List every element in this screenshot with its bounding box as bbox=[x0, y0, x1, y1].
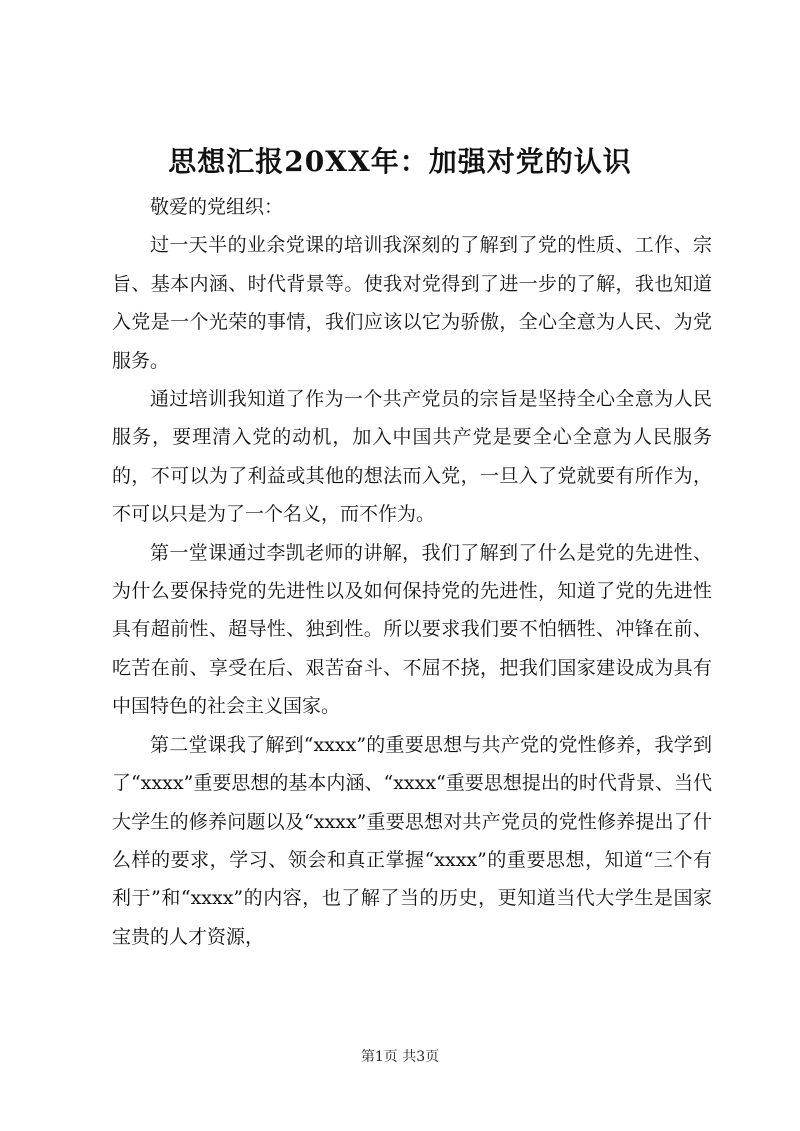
document-body bbox=[112, 188, 712, 956]
page-number-footer: 第1页 共3页 bbox=[360, 1049, 440, 1065]
document-title: 思想汇报20XX年：加强对党的认识 bbox=[168, 145, 632, 178]
salutation: 敬爱的党组织： bbox=[150, 196, 284, 218]
paragraph-3: 第一堂课通过李凯老师的讲解，我们了解到了什么是党的先进性、为什么要保持党的先进性以及如何保持党的先进性，知道了党的先进性具有超前性、超导性、独到性。所以要求我们要不怕牺牲、冲锋在前、吃苦在前、享受在后、艰苦奋斗、不屈不挠，把我们国家建设成为具有中国特色的社会主义国家。 bbox=[112, 541, 712, 718]
paragraph-4: 第二堂课我了解到“xxxx”的重要思想与共产党的党性修养，我学到了“xxxx”重要思想的基本内涵、“xxxx“重要思想提出的时代背景、当代大学生的修养问题以及“xxxx”重要思想对共产党员的党性修养提出了什么样的要求，学习、领会和真正掌握“xxxx”的重要思想，知道“三个有利于”和“xxxx”的内容，也了解了当的历史，更知道当代大学生是国家宝贵的人才资源， bbox=[112, 733, 712, 948]
paragraph-2: 通过培训我知道了作为一个共产党员的宗旨是坚持全心全意为人民服务，要理清入党的动机，加入中国共产党是要全心全意为人民服务的，不可以为了利益或其他的想法而入党，一旦入了党就要有所作为，不可以只是为了一个名义，而不作为。 bbox=[112, 388, 712, 526]
paragraph-1: 过一天半的业余党课的培训我深刻的了解到了党的性质、工作、宗旨、基本内涵、时代背景等。使我对党得到了进一步的了解，我也知道入党是一个光荣的事情，我们应该以它为骄傲，全心全意为人民、为党服务。 bbox=[112, 234, 712, 372]
